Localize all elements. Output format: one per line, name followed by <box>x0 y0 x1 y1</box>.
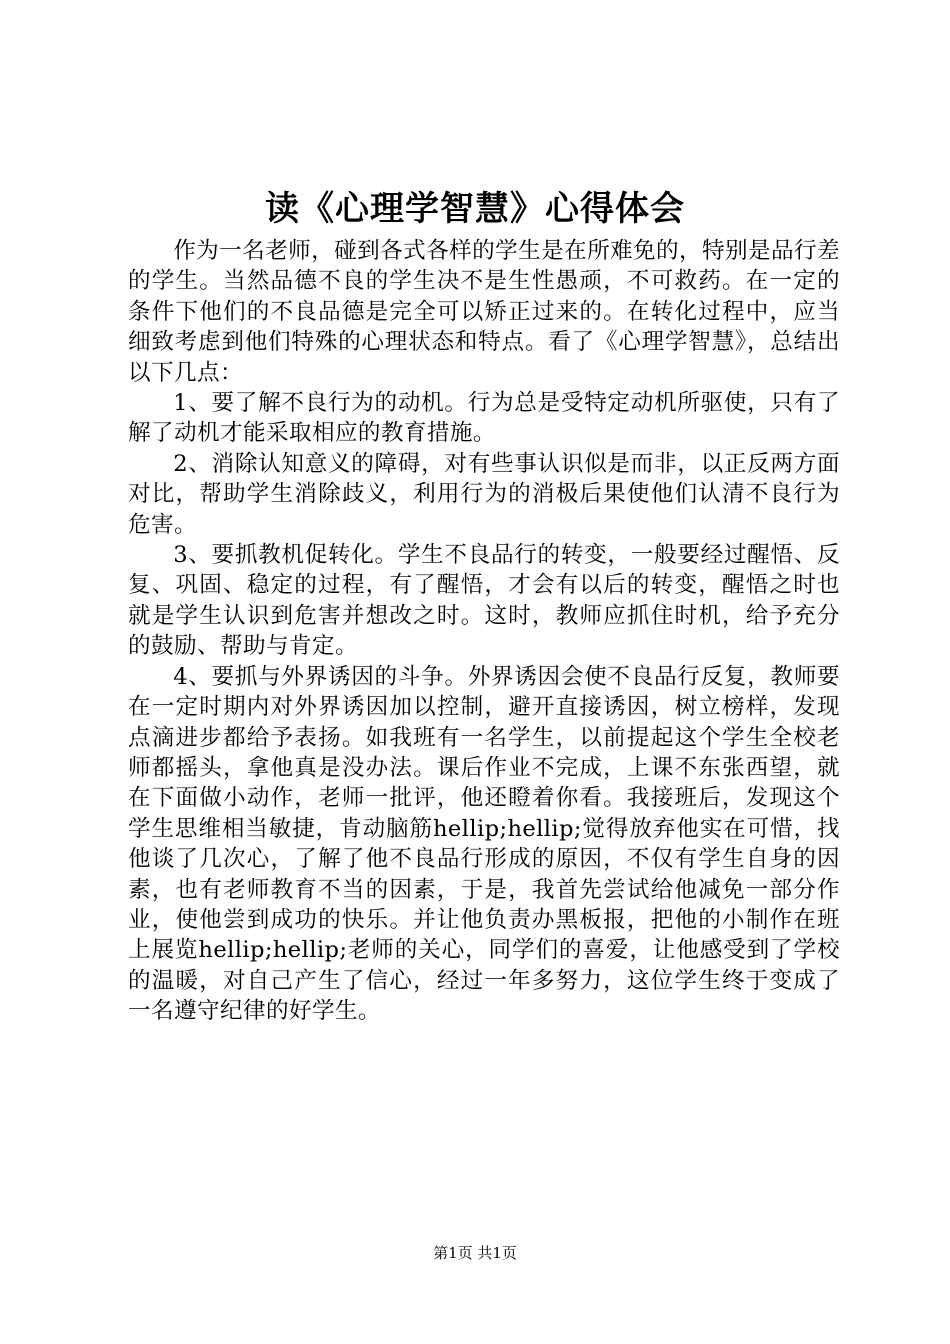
paragraph-point-4: 4、要抓与外界诱因的斗争。外界诱因会使不良品行反复，教师要在一定时期内对外界诱因加以控制，避开直接诱因，树立榜样，发现点滴进步都给予表扬。如我班有一名学生，以前提起这个学生全校老师都摇头，拿他真是没办法。课后作业不完成，上课不东张西望，就在下面做小动作，老师一批评，他还瞪着你看。我接班后，发现这个学生思维相当敏捷，肯动脑筋hellip;hellip;觉得放弃他实在可惜，找他谈了几次心，了解了他不良品行形成的原因，不仅有学生自身的因素，也有老师教育不当的因素，于是，我首先尝试给他减免一部分作业，使他尝到成功的快乐。并让他负责办黑板报，把他的小制作在班上展览hellip;hellip;老师的关心，同学们的喜爱，让他感受到了学校的温暖，对自己产生了信心，经过一年多努力，这位学生终于变成了一名遵守纪律的好学生。 <box>128 663 840 1025</box>
paragraph-intro: 作为一名老师，碰到各式各样的学生是在所难免的，特别是品行差的学生。当然品德不良的学生决不是生性愚顽，不可救药。在一定的条件下他们的不良品德是完全可以矫正过来的。在转化过程中，应当细致考虑到他们特殊的心理状态和特点。看了《心理学智慧》，总结出以下几点： <box>128 238 841 386</box>
paragraph-point-2: 2、消除认知意义的障碍，对有些事认识似是而非，以正反两方面对比，帮助学生消除歧义，利用行为的消极后果使他们认清不良行为危害。 <box>128 450 840 538</box>
paragraph-point-1: 1、要了解不良行为的动机。行为总是受特定动机所驱使，只有了解了动机才能采取相应的教育措施。 <box>128 390 840 447</box>
paragraph-point-3: 3、要抓教机促转化。学生不良品行的转变，一般要经过醒悟、反复、巩固、稳定的过程，有了醒悟，才会有以后的转变，醒悟之时也就是学生认识到危害并想改之时。这时，教师应抓住时机，给予充分的鼓励、帮助与肯定。 <box>128 542 840 660</box>
document-title: 读《心理学智慧》心得体会 <box>265 189 685 229</box>
document-body <box>128 236 840 1027</box>
page-number: 第1页 共1页 <box>433 1244 517 1262</box>
